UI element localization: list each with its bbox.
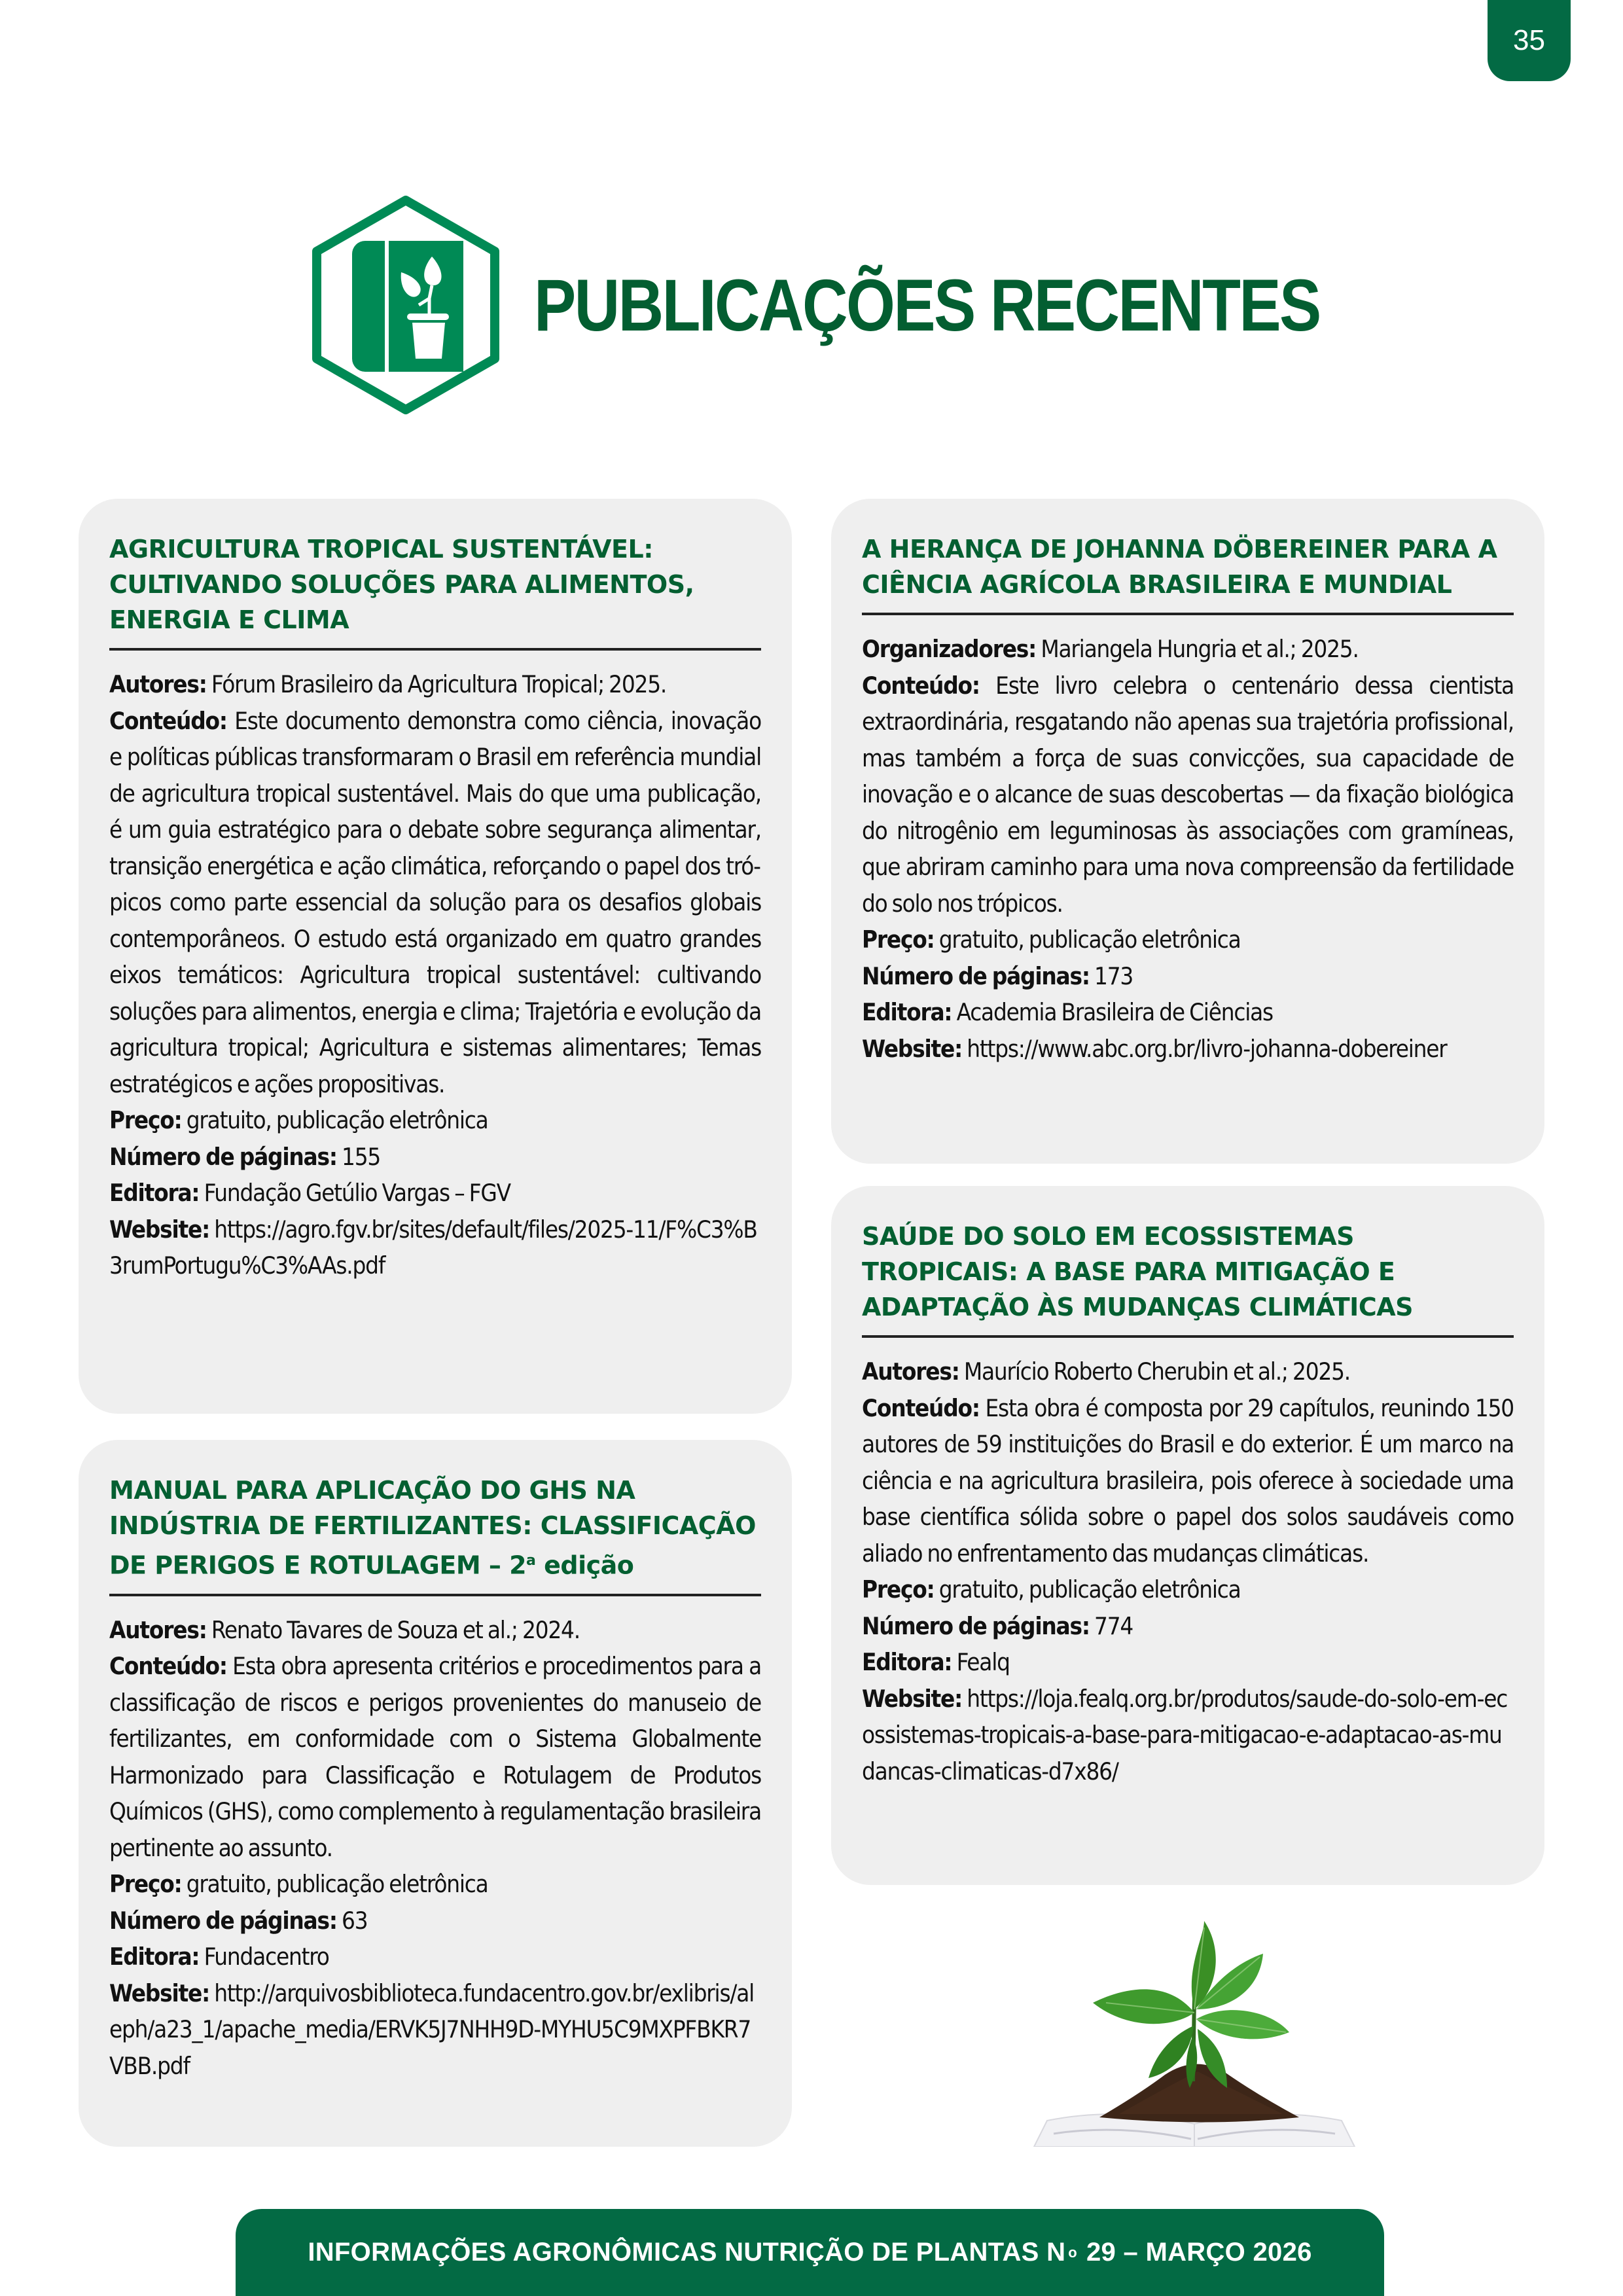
pages-label: Número de páginas: <box>862 1611 1090 1640</box>
publisher-value: Fundacentro <box>204 1943 329 1971</box>
footer-issue: 29 – MARÇO 2026 <box>1086 2238 1312 2267</box>
publication-card <box>79 1440 792 2147</box>
publisher-value: Fundação Getúlio Vargas – FGV <box>204 1179 510 1207</box>
content-label: Conteúdo: <box>862 1393 980 1422</box>
publication-title <box>109 1473 761 1583</box>
content-value: Esta obra é composta por 29 capítulos, reunindo 150 autores de 59 instituições do Brasil e do exterior. É um marco na ciência e na agricultura brasileira, pois oferece à sociedade uma base científica sólida sobre o papel dos solos saudáveis como aliado no enfrentamento das mudanças climáticas. <box>862 1393 1514 1568</box>
publication-title: SAÚDE DO SOLO EM ECOSSISTEMAS TROPICAIS: A BASE PARA MITIGAÇÃO E ADAPTAÇÃO ÀS MUDANÇAS CLIMÁTICAS <box>862 1222 1413 1321</box>
authors-field <box>862 1354 1514 1390</box>
authors-label: Autores: <box>109 670 207 698</box>
price-label: Preço: <box>862 925 935 954</box>
divider <box>862 613 1514 615</box>
publisher-label: Editora: <box>109 1943 200 1971</box>
content-label: Conteúdo: <box>109 706 227 735</box>
website-link[interactable]: https://www.abc.org.br/livro-johanna-dobereiner <box>967 1034 1447 1063</box>
seedling-book-icon <box>1008 1898 1381 2147</box>
divider <box>109 1594 761 1596</box>
price-label: Preço: <box>862 1575 935 1604</box>
pages-value: 774 <box>1094 1611 1133 1640</box>
organizers-value: Mariangela Hungria et al.; 2025. <box>1041 635 1359 663</box>
publication-card <box>831 499 1544 1164</box>
publisher-field <box>109 1175 761 1211</box>
website-link[interactable]: http://arquivosbiblioteca.fundacentro.gov.br/exlibris/aleph/a23_1/apache_media/ERVK5J7NHH9D-MYHU5C9MXPFBKR7VBB.pdf <box>109 1979 755 2080</box>
authors-value: Renato Tavares de Souza et al.; 2024. <box>211 1615 580 1644</box>
page-title: PUBLICAÇÕES RECENTES <box>534 264 1320 346</box>
website-field <box>862 1681 1514 1790</box>
pages-field <box>862 958 1514 995</box>
pages-value: 173 <box>1094 961 1133 990</box>
publisher-field <box>862 1644 1514 1681</box>
price-value: gratuito, publicação eletrônica <box>186 1106 488 1134</box>
publisher-value: Academia Brasileira de Ciências <box>956 998 1273 1026</box>
publication-title-end: edição <box>535 1551 634 1580</box>
publication-title: AGRICULTURA TROPICAL SUSTENTÁVEL: CULTIVANDO SOLUÇÕES PARA ALIMENTOS, ENERGIA E CLIMA <box>109 535 694 634</box>
seedling-illustration <box>1008 1898 1381 2147</box>
content-value: Este livro celebra o centenário dessa cientista extraordinária, resgatando não apenas sua trajetória profissional, mas também a força de suas convicções, sua capacidade de inovação e o alcance de suas descobertas — da fixação biológica do nitrogênio em leguminosas às associações com gramíneas, que abriram caminho para uma nova compreensão da fertilidade do solo nos trópicos. <box>862 671 1514 918</box>
authors-value: Fórum Brasileiro da Agricultura Tropical; 2025. <box>211 670 667 698</box>
content-field <box>109 703 761 1103</box>
publication-card <box>79 499 792 1414</box>
publisher-field <box>862 994 1514 1031</box>
publisher-value: Fealq <box>956 1648 1010 1676</box>
publication-title-main: MANUAL PARA APLICAÇÃO DO GHS NA INDÚSTRIA DE FERTILIZANTES: CLASSIFICAÇÃO DE PERIGOS E ROTULAGEM – 2 <box>109 1476 756 1580</box>
content-field <box>109 1648 761 1866</box>
page-number-badge <box>1488 0 1571 81</box>
content-field <box>862 668 1514 922</box>
publisher-label: Editora: <box>862 998 952 1026</box>
website-field <box>109 1975 761 2085</box>
pages-field <box>109 1903 761 1939</box>
pages-field <box>862 1608 1514 1645</box>
website-label: Website: <box>862 1034 963 1063</box>
organizers-field <box>862 631 1514 668</box>
pages-label: Número de páginas: <box>109 1906 337 1935</box>
website-field <box>109 1211 761 1284</box>
organizers-label: Organizadores: <box>862 635 1037 663</box>
website-label: Website: <box>109 1215 210 1244</box>
content-value: Esta obra apresenta critérios e procedimentos para a classificação de riscos e perigos provenientes do manuseio de fertilizantes, em conformidade com o Sistema Globalmente Harmonizado para Classificação e Rotulagem de Produtos Químicos (GHS), como complemento à regulamentação brasileira pertinente ao assunto. <box>109 1652 761 1862</box>
book-plant-hexagon-icon <box>308 194 504 416</box>
pages-value: 63 <box>342 1906 368 1935</box>
price-field <box>109 1102 761 1139</box>
publication-title: A HERANÇA DE JOHANNA DÖBEREINER PARA A CIÊNCIA AGRÍCOLA BRASILEIRA E MUNDIAL <box>862 535 1497 599</box>
website-link[interactable]: https://loja.fealq.org.br/produtos/saude-do-solo-em-ecossistemas-tropicais-a-base-para-mitigacao-e-adaptacao-as-mudancas-climaticas-d7x86/ <box>862 1684 1508 1785</box>
content-label: Conteúdo: <box>109 1652 227 1681</box>
footer-ordinal: o <box>1068 2244 1078 2261</box>
price-value: gratuito, publicação eletrônica <box>938 1575 1241 1604</box>
website-link[interactable]: https://agro.fgv.br/sites/default/files/2025-11/F%C3%B3rumPortugu%C3%AAs.pdf <box>109 1215 757 1280</box>
authors-label: Autores: <box>862 1357 959 1386</box>
divider <box>862 1335 1514 1338</box>
website-field <box>862 1031 1514 1067</box>
authors-field <box>109 1612 761 1649</box>
publisher-label: Editora: <box>862 1648 952 1676</box>
price-label: Preço: <box>109 1870 182 1899</box>
divider <box>109 648 761 651</box>
section-header <box>308 194 1448 416</box>
publisher-label: Editora: <box>109 1179 200 1207</box>
footer-banner <box>236 2209 1384 2296</box>
authors-label: Autores: <box>109 1615 207 1644</box>
pages-label: Número de páginas: <box>862 961 1090 990</box>
website-label: Website: <box>109 1979 210 2007</box>
pages-label: Número de páginas: <box>109 1142 337 1171</box>
price-value: gratuito, publicação eletrônica <box>186 1870 488 1899</box>
price-field <box>109 1866 761 1903</box>
content-field <box>862 1390 1514 1572</box>
publication-card <box>831 1186 1544 1885</box>
publisher-field <box>109 1939 761 1975</box>
publication-title-ordinal: a <box>526 1552 536 1569</box>
footer-text: INFORMAÇÕES AGRONÔMICAS NUTRIÇÃO DE PLANTAS N <box>308 2238 1066 2267</box>
authors-value: Maurício Roberto Cherubin et al.; 2025. <box>963 1357 1350 1386</box>
authors-field <box>109 666 761 703</box>
price-label: Preço: <box>109 1106 182 1134</box>
content-value: Este documento demonstra como ciência, inovação e políticas públicas transformaram o Brasil em referência mundial de agricultura tropical sustentável. Mais do que uma publicação, é um guia estratégico para o debate sobre segurança alimentar, transição energética e ação climática, reforçando o papel dos trópicos como parte essencial da solução para os desafios globais contemporâneos. O estudo está organizado em quatro grandes eixos temáticos: Agricultura tropical sustentável: cultivando soluções para alimentos, energia e clima; Trajetória e evolução da agricultura tropical; Agricultura e sistemas alimentares; Temas estratégicos e ações propositivas. <box>109 706 761 1098</box>
price-field <box>862 922 1514 958</box>
pages-field <box>109 1139 761 1175</box>
pages-value: 155 <box>342 1142 381 1171</box>
price-value: gratuito, publicação eletrônica <box>938 925 1241 954</box>
website-label: Website: <box>862 1684 963 1713</box>
price-field <box>862 1571 1514 1608</box>
content-label: Conteúdo: <box>862 671 980 700</box>
page-number: 35 <box>1513 24 1545 56</box>
